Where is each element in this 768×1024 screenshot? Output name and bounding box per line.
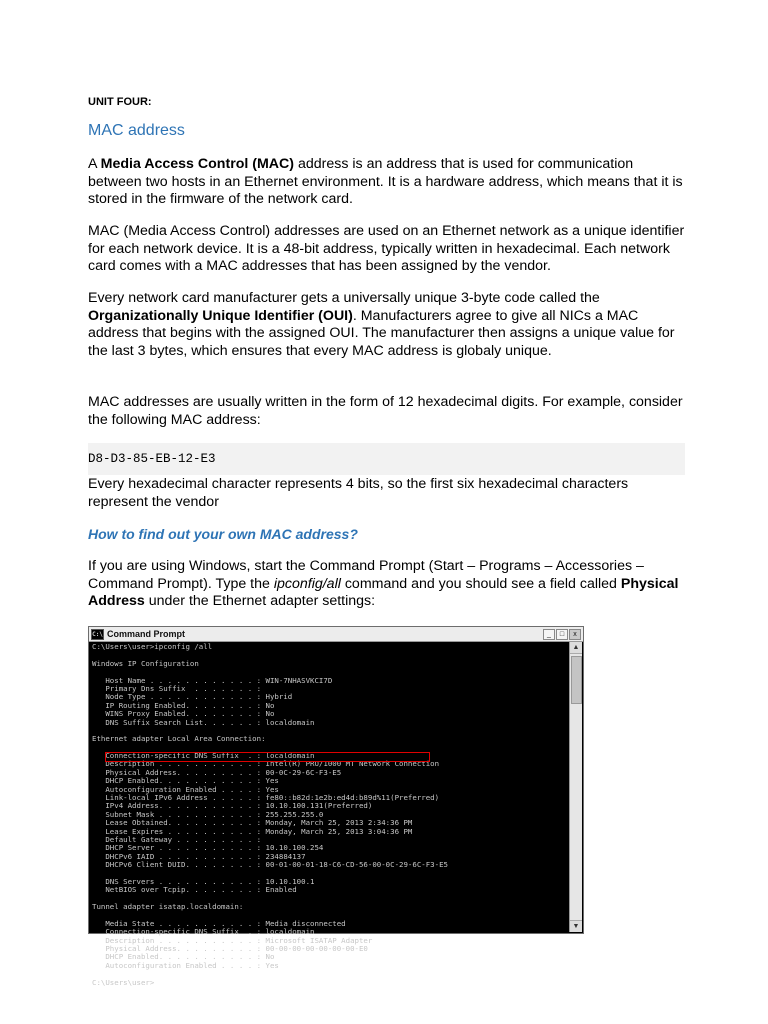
cmd-output-line: IP Routing Enabled. . . . . . . . : No bbox=[92, 700, 275, 710]
cmd-title-bar bbox=[89, 627, 583, 642]
cmd-output-line: Media State . . . . . . . . . . . : Media disconnected bbox=[92, 918, 346, 928]
paragraph-oui bbox=[88, 290, 688, 360]
window-controls bbox=[543, 629, 581, 640]
cmd-output-line: Subnet Mask . . . . . . . . . . . : 255.255.255.0 bbox=[92, 809, 324, 819]
paragraph-windows bbox=[88, 558, 688, 611]
paragraph-definition bbox=[88, 156, 688, 209]
cmd-output-line: Lease Expires . . . . . . . . . . : Monday, March 25, 2013 3:04:36 PM bbox=[92, 826, 413, 836]
para1-bold-term: Media Access Control (MAC) bbox=[100, 156, 295, 172]
cmd-output-line: C:\Users\user>ipconfig /all bbox=[92, 642, 213, 651]
para6-bold-term: Physical Address bbox=[88, 575, 679, 610]
mac-code-sample: D8-D3-85-EB-12-E3 bbox=[88, 443, 685, 475]
cmd-output-line: DHCP Enabled. . . . . . . . . . . : Yes bbox=[92, 776, 279, 786]
cmd-output-line: DHCP Enabled. . . . . . . . . . . : No bbox=[92, 952, 275, 962]
scroll-down-arrow-icon[interactable]: ▼ bbox=[570, 920, 582, 932]
unit-title: UNIT FOUR: bbox=[88, 96, 152, 108]
subheading-find-mac: How to find out your own MAC address? bbox=[88, 526, 358, 542]
cmd-output-line: Description . . . . . . . . . . . : Intel(R) PRO/1000 MT Network Connection bbox=[92, 759, 440, 769]
close-button[interactable]: x bbox=[569, 629, 581, 640]
para1-text-start: A bbox=[88, 156, 101, 172]
maximize-button[interactable]: □ bbox=[556, 629, 568, 640]
para6-text-start: If you are using Windows, start the Command Prompt (Start – Programs – Accessories – Command Prompt). Type the bbox=[88, 558, 644, 592]
cmd-output-line: DNS Suffix Search List. . . . . . : localdomain bbox=[92, 717, 315, 727]
para6-text-end: under the Ethernet adapter settings: bbox=[144, 593, 376, 610]
cmd-output-line: Physical Address. . . . . . . . . : 00-0C-29-6C-F3-E5 bbox=[92, 767, 342, 777]
cmd-output-line: Connection-specific DNS Suffix . : localdomain bbox=[92, 751, 315, 761]
cmd-output-line: DHCPv6 Client DUID. . . . . . . . : 00-01-00-01-18-C6-CD-56-00-0C-29-6C-F3-E5 bbox=[92, 860, 448, 870]
scroll-thumb[interactable] bbox=[571, 656, 582, 704]
para3-text-start: Every network card manufacturer gets a universally unique 3-byte code called the bbox=[88, 290, 600, 306]
paragraph-vendor: Every hexadecimal character represents 4 bits, so the first six hexadecimal characters represent the vendor bbox=[88, 476, 629, 510]
cmd-output-line: Node Type . . . . . . . . . . . . : Hybrid bbox=[92, 692, 293, 702]
cmd-output-line: Connection-specific DNS Suffix . : localdomain bbox=[92, 927, 315, 937]
cmd-scrollbar[interactable] bbox=[569, 642, 582, 932]
paragraph-identifier: MAC (Media Access Control) addresses are used on an Ethernet network as a unique identifier for each network device. It is a 48-bit address, typically written in hexadecimal. Each network card comes with a MAC addresses that has been assigned by the vendor. bbox=[88, 223, 685, 275]
cmd-output bbox=[92, 642, 569, 987]
cmd-output-line bbox=[92, 970, 569, 978]
cmd-output-line: C:\Users\user> bbox=[92, 977, 155, 987]
cmd-output-line: Default Gateway . . . . . . . . . : bbox=[92, 834, 262, 844]
cmd-output-line: DHCPv6 IAID . . . . . . . . . . . : 234884137 bbox=[92, 851, 306, 861]
cmd-output-line: Link-local IPv6 Address . . . . . : fe80::b82d:1e2b:ed4d:b89d%11(Preferred) bbox=[92, 793, 440, 803]
para1-text-end: address is an address that is used for communication between two hosts in an Ethernet environment. It is a hardware address, which means that it is stored in the firmware of the network card. bbox=[88, 156, 683, 208]
para3-bold-term: Organizationally Unique Identifier (OUI) bbox=[88, 307, 353, 324]
cmd-output-line: Lease Obtained. . . . . . . . . . : Monday, March 25, 2013 2:34:36 PM bbox=[92, 818, 413, 828]
scroll-up-arrow-icon[interactable]: ▲ bbox=[570, 642, 582, 654]
para3-text-end: . Manufacturers agree to give all NICs a MAC address that begins with the assigned OUI. The manufacturer then assigns a unique value for the last 3 bytes, which ensures that every MAC address is globaly unique. bbox=[88, 307, 675, 359]
cmd-output-line: Tunnel adapter isatap.localdomain: bbox=[92, 902, 244, 912]
cmd-output-line: Primary Dns Suffix . . . . . . . : bbox=[92, 683, 262, 693]
cmd-output-line: Autoconfiguration Enabled . . . . : Yes bbox=[92, 960, 279, 970]
para6-text-mid: command and you should see a field called bbox=[340, 575, 621, 592]
cmd-output-line: Ethernet adapter Local Area Connection: bbox=[92, 734, 266, 744]
cmd-output-line: IPv4 Address. . . . . . . . . . . : 10.10.100.131(Preferred) bbox=[92, 801, 373, 811]
paragraph-format: MAC addresses are usually written in the form of 12 hexadecimal digits. For example, consider the following MAC address: bbox=[88, 394, 683, 428]
page-heading: MAC address bbox=[88, 122, 185, 139]
cmd-output-line: DHCP Server . . . . . . . . . . . : 10.10.100.254 bbox=[92, 843, 324, 853]
cmd-icon: C:\ bbox=[92, 630, 103, 638]
cmd-output-line: Host Name . . . . . . . . . . . . : WIN-7NHASVKCI7D bbox=[92, 675, 333, 685]
cmd-title: Command Prompt bbox=[107, 629, 186, 639]
cmd-output-line: Windows IP Configuration bbox=[92, 658, 199, 668]
cmd-output-line: Physical Address. . . . . . . . . : 00-00-00-00-00-00-00-E0 bbox=[92, 944, 368, 954]
cmd-output-line: DNS Servers . . . . . . . . . . . : 10.10.100.1 bbox=[92, 876, 315, 886]
physical-address-highlight bbox=[105, 752, 430, 762]
para6-command-italic: ipconfig/all bbox=[273, 575, 341, 592]
cmd-output-line: Description . . . . . . . . . . . : Microsoft ISATAP Adapter bbox=[92, 935, 373, 945]
cmd-output-line: Autoconfiguration Enabled . . . . : Yes bbox=[92, 784, 279, 794]
cmd-output-line: NetBIOS over Tcpip. . . . . . . . : Enabled bbox=[92, 885, 297, 895]
command-prompt-screenshot bbox=[88, 626, 584, 987]
minimize-button[interactable]: _ bbox=[543, 629, 555, 640]
cmd-output-line: WINS Proxy Enabled. . . . . . . . : No bbox=[92, 709, 275, 719]
